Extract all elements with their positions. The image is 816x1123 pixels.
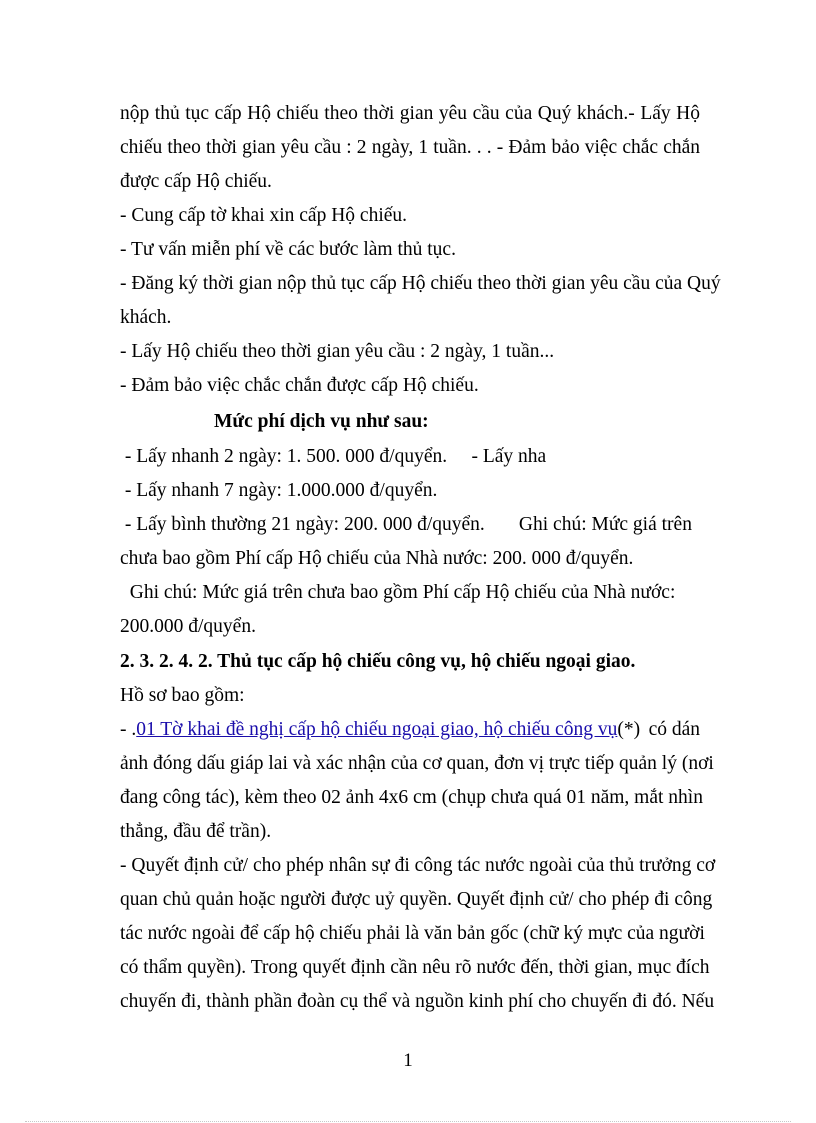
- dossier-item-1: [120, 713, 700, 747]
- body-line: đang công tác), kèm theo 02 ảnh 4x6 cm (chụp chưa quá 01 năm, mắt nhìn: [120, 787, 703, 808]
- body-line: thẳng, đầu để trần).: [120, 821, 272, 842]
- body-line: tác nước ngoài để cấp hộ chiếu phải là văn bản gốc (chữ ký mực của người: [120, 923, 705, 944]
- body-line: - Tư vấn miễn phí về các bước làm thủ tục.: [120, 239, 456, 260]
- fee-heading: Mức phí dịch vụ như sau:: [214, 411, 429, 432]
- fee-note: 200.000 đ/quyển.: [120, 616, 256, 637]
- page-number: 1: [403, 1050, 413, 1071]
- declaration-form-link[interactable]: 01 Tờ khai đề nghị cấp hộ chiếu ngoại giao, hộ chiếu công vụ: [136, 719, 618, 740]
- body-line: - Cung cấp tờ khai xin cấp Hộ chiếu.: [120, 205, 408, 226]
- fee-line: chưa bao gồm Phí cấp Hộ chiếu của Nhà nước: 200. 000 đ/quyển.: [120, 548, 634, 569]
- body-line: - Lấy Hộ chiếu theo thời gian yêu cầu : 2 ngày, 1 tuần...: [120, 341, 555, 362]
- fee-line: - Lấy bình thường 21 ngày: 200. 000 đ/quyển. Ghi chú: Mức giá trên: [120, 514, 692, 535]
- fee-line: - Lấy nhanh 2 ngày: 1. 500. 000 đ/quyển. - Lấy nha: [120, 446, 547, 467]
- body-line: nộp thủ tục cấp Hộ chiếu theo thời gian yêu cầu của Quý khách.- Lấy Hộ: [120, 103, 700, 124]
- body-line: chiếu theo thời gian yêu cầu : 2 ngày, 1 tuần. . . - Đảm bảo việc chắc chắn: [120, 137, 700, 158]
- body-line: có thẩm quyền). Trong quyết định cần nêu rõ nước đến, thời gian, mục đích: [120, 957, 710, 978]
- body-line: chuyến đi, thành phần đoàn cụ thể và nguồn kinh phí cho chuyến đi đó. Nếu: [120, 991, 715, 1012]
- item-prefix: - .: [120, 719, 137, 740]
- body-line: quan chủ quản hoặc người được uỷ quyền. Quyết định cử/ cho phép đi công: [120, 889, 713, 910]
- section-heading: 2. 3. 2. 4. 2. Thủ tục cấp hộ chiếu công vụ, hộ chiếu ngoại giao.: [120, 651, 636, 672]
- fee-line: - Lấy nhanh 7 ngày: 1.000.000 đ/quyển.: [120, 480, 438, 501]
- page-bottom-divider: [25, 1121, 791, 1122]
- body-line: được cấp Hộ chiếu.: [120, 171, 272, 192]
- body-line: - Đảm bảo việc chắc chắn được cấp Hộ chiếu.: [120, 375, 479, 396]
- item-suffix: có dán: [648, 719, 700, 740]
- body-line: khách.: [120, 307, 172, 328]
- dossier-intro: Hồ sơ bao gồm:: [120, 685, 245, 706]
- fee-note: Ghi chú: Mức giá trên chưa bao gồm Phí cấp Hộ chiếu của Nhà nước:: [120, 582, 676, 603]
- body-line: - Quyết định cử/ cho phép nhân sự đi công tác nước ngoài của thủ trưởng cơ: [120, 855, 716, 876]
- body-line: - Đăng ký thời gian nộp thủ tục cấp Hộ chiếu theo thời gian yêu cầu của Quý: [120, 273, 721, 294]
- body-line: ảnh đóng dấu giáp lai và xác nhận của cơ quan, đơn vị trực tiếp quản lý (nơi: [120, 753, 714, 774]
- item-suffix-start: (*): [617, 719, 641, 740]
